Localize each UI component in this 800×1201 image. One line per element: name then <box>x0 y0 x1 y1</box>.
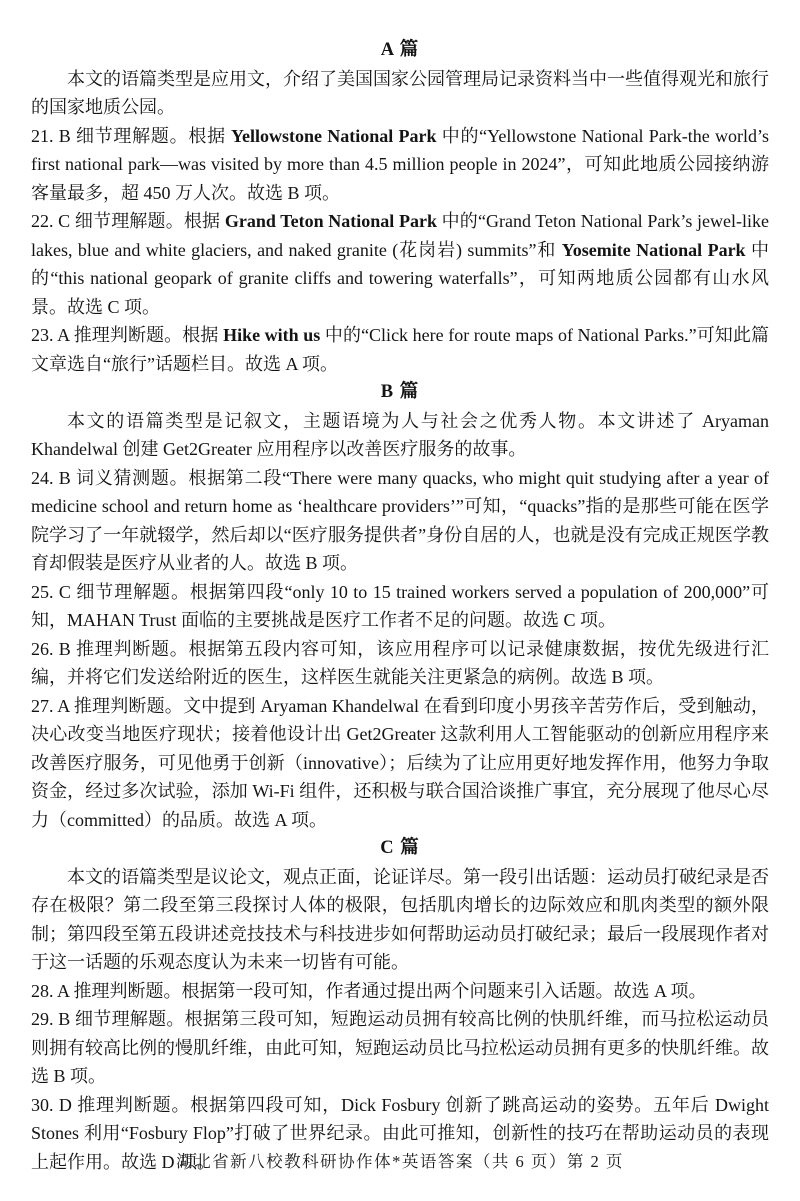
section-heading: C 篇 <box>380 838 420 858</box>
answer-item <box>31 977 769 1006</box>
text-run: 30. D 推理判断题。根据第四段可知，Dick Fosbury 创新了跳高运动的姿势。五年后 Dwight Stones 利用“Fosbury Flop”打破了世界纪录。由此可推知，创新性的技巧在帮助运动员的表现上起作用。故选 D 项。 <box>31 1094 769 1172</box>
text-run: 中的“this national geopark of granite cliffs and towering waterfalls”，可知两地质公园都有山水风景。故选 C 项。 <box>31 239 770 317</box>
text-run: 28. A 推理判断题。根据第一段可知，作者通过提出两个问题来引入话题。故选 A 项。 <box>31 980 707 1001</box>
section-heading: B 篇 <box>380 382 420 402</box>
answer-item <box>31 207 769 321</box>
text-run: 27. A 推理判断题。文中提到 Aryaman Khandelwal 在看到印度小男孩辛苦劳作后，受到触动，决心改变当地医疗现状；接着他设计出 Get2Greater 这款利用人工智能驱动的创新应用程序来改善医疗服务，可见他勇于创新（innovative）；后续为了让应用更好地发挥作用，他努力争取资金，经过多次试验，添加 Wi-Fi 组件，还积极与联合国洽谈推广事宜，充分展现了他尽心尽力（committed）的品质。故选 A 项。 <box>31 695 769 830</box>
text-run: 21. B 细节理解题。根据 <box>31 125 232 146</box>
text-run: 26. B 推理判断题。根据第五段内容可知，该应用程序可以记录健康数据，按优先级进行汇编，并将它们发送给附近的医生，这样医生就能关注更紧急的病例。故选 B 项。 <box>31 638 769 687</box>
text-run: 25. C 细节理解题。根据第四段“only 10 to 15 trained workers served a population of 200,000”可知，MAHAN Trust 面临的主要挑战是医疗工作者不足的问题。故选 C 项。 <box>31 581 769 630</box>
bold-text-run: Yosemite National Park <box>561 239 746 260</box>
answer-item <box>31 321 769 378</box>
text-run: 24. B 词义猜测题。根据第二段“There were many quacks, who might quit studying after a year of medicine school and return home as ‘healthcare providers’”可知，“quacks”指的是那些可能在医学院学习了一年就辍学，然后却以“医疗服务提供者”身份自居的人，也就是没有完成正规医学教育却假装是医疗从业者的人。故选 B 项。 <box>31 467 769 573</box>
text-run: 中的“Grand Teton National Park’s jewel-like lakes, blue and white glaciers, and naked granite (花岗岩) summits”和 <box>31 211 769 260</box>
section-heading: A 篇 <box>380 40 420 60</box>
answer-item <box>31 635 769 692</box>
answer-item <box>31 122 769 208</box>
answer-item <box>31 1005 769 1091</box>
answer-item <box>31 692 769 835</box>
text-run: 23. A 推理判断题。根据 <box>31 325 224 345</box>
section-summary <box>31 407 769 464</box>
bold-text-run: Grand Teton National Park <box>224 211 437 231</box>
text-run: 22. C 细节理解题。根据 <box>31 211 225 231</box>
text-run: 中的“Click here for route maps of National Parks.”可知此篇文章选自“旅行”话题栏目。故选 A 项。 <box>31 325 769 374</box>
section-summary <box>31 65 769 122</box>
page-footer: 湖北省新八校教科研协作体*英语答案（共 6 页）第 2 页 <box>176 1152 624 1171</box>
answer-item <box>31 464 769 578</box>
text-run: 本文的语篇类型是记叙文，主题语境为人与社会之优秀人物。本文讲述了 Aryaman Khandelwal 创建 Get2Greater 应用程序以改善医疗服务的故事。 <box>31 410 769 459</box>
bold-text-run: Yellowstone National Park <box>231 125 437 146</box>
text-run: 本文的语篇类型是应用文，介绍了美国国家公园管理局记录资料当中一些值得观光和旅行的国家地质公园。 <box>31 68 769 117</box>
section-summary <box>31 863 769 977</box>
document-body <box>31 36 769 1176</box>
answer-item <box>31 578 769 635</box>
bold-text-run: Hike with us <box>223 325 321 345</box>
text-run: 29. B 细节理解题。根据第三段可知，短跑运动员拥有较高比例的快肌纤维，而马拉松运动员则拥有较高比例的慢肌纤维，由此可知，短跑运动员比马拉松运动员拥有更多的快肌纤维。故选 B 项。 <box>31 1009 769 1086</box>
text-run: 本文的语篇类型是议论文，观点正面，论证详尽。第一段引出话题：运动员打破纪录是否存在极限？第二段至第三段探讨人体的极限，包括肌肉增长的边际效应和肌肉类型的额外限制；第四段至第五段讲述竞技技术与科技进步如何帮助运动员打破纪录；最后一段展现作者对于这一话题的乐观态度认为未来一切皆有可能。 <box>31 866 769 972</box>
text-run: 中的“Yellowstone National Park-the world’s first national park—was visited by more than 4.5 million people in 2024”，可知此地质公园接纳游客量最多，超 450 万人次。故选 B 项。 <box>31 125 769 203</box>
